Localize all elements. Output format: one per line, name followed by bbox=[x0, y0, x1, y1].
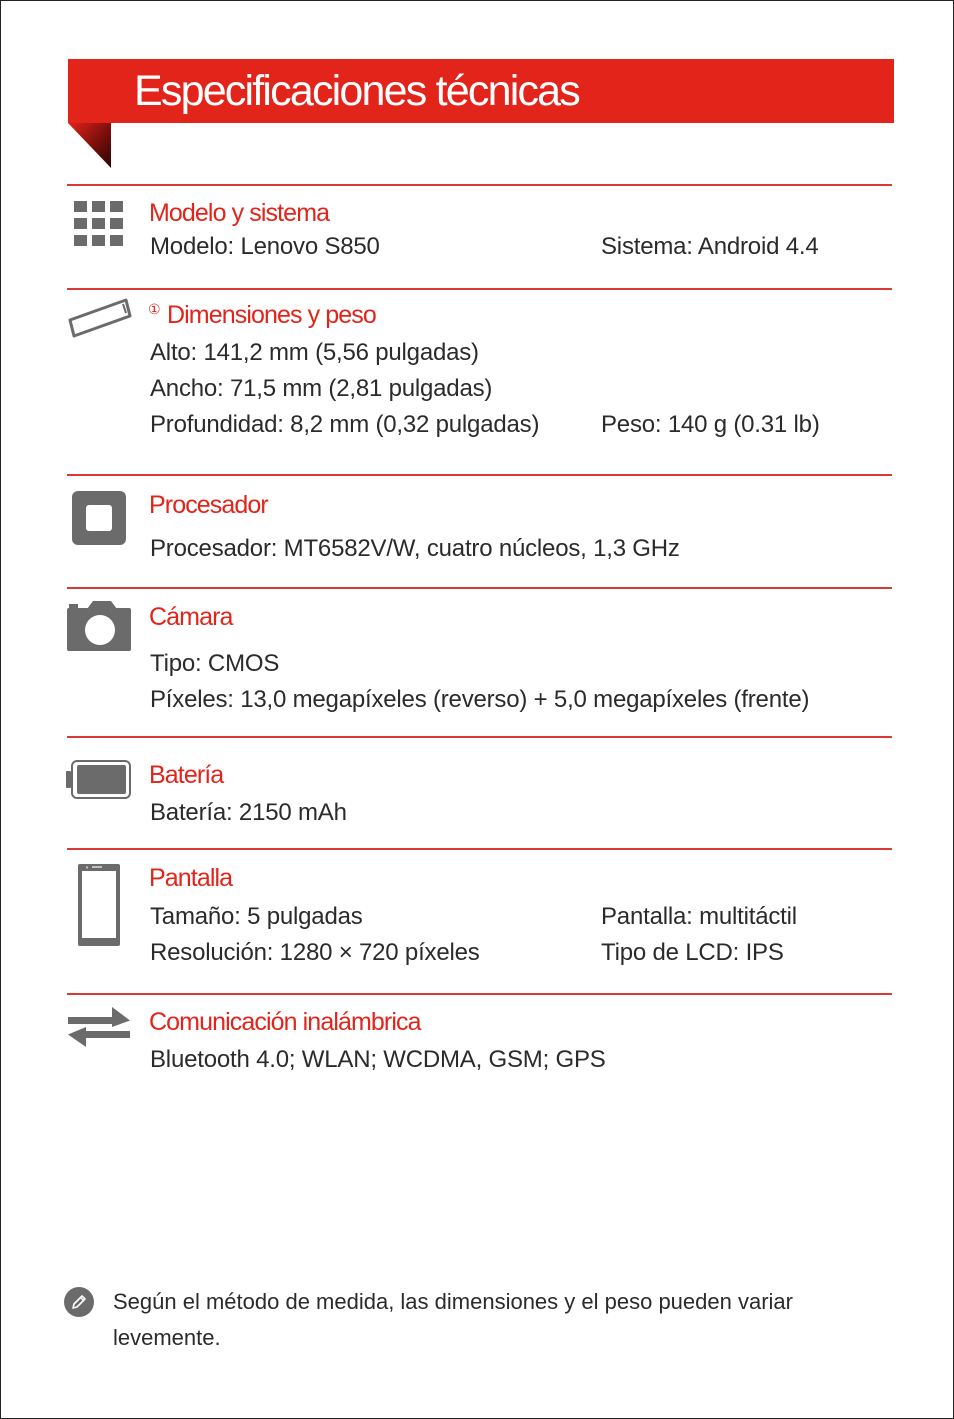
section-title-processor: Procesador bbox=[149, 491, 268, 519]
spec-battery: Batería: 2150 mAh bbox=[150, 799, 347, 826]
phone-outline-icon bbox=[66, 296, 132, 342]
spec-camera-pixels: Píxeles: 13,0 megapíxeles (reverso) + 5,0 megapíxeles (frente) bbox=[150, 686, 810, 713]
chip-icon bbox=[72, 491, 126, 545]
section-title-display: Pantalla bbox=[149, 864, 233, 892]
section-divider bbox=[67, 288, 892, 290]
spec-display-screen: Pantalla: multitáctil bbox=[601, 903, 797, 930]
pencil-icon bbox=[64, 1287, 94, 1317]
battery-icon bbox=[66, 760, 132, 799]
footnote-text: Según el método de medida, las dimensiones y el peso pueden variar levemente. bbox=[113, 1289, 793, 1350]
section-title-wireless: Comunicación inalámbrica bbox=[149, 1008, 421, 1036]
spec-depth: Profundidad: 8,2 mm (0,32 pulgadas) bbox=[150, 411, 540, 438]
spec-system: Sistema: Android 4.4 bbox=[601, 233, 819, 260]
spec-display-lcd: Tipo de LCD: IPS bbox=[601, 939, 784, 966]
spec-camera-type: Tipo: CMOS bbox=[150, 650, 280, 677]
spec-wireless: Bluetooth 4.0; WLAN; WCDMA, GSM; GPS bbox=[150, 1046, 606, 1073]
banner-fold bbox=[68, 123, 111, 168]
page-title: Especificaciones técnicas bbox=[134, 67, 579, 115]
section-divider bbox=[67, 587, 892, 589]
spec-height: Alto: 141,2 mm (5,56 pulgadas) bbox=[150, 339, 479, 366]
section-title-dimensions: Dimensiones y peso bbox=[167, 301, 376, 329]
section-divider bbox=[67, 736, 892, 738]
grid-icon bbox=[74, 201, 124, 247]
spec-display-size: Tamaño: 5 pulgadas bbox=[150, 903, 363, 930]
phone-icon bbox=[78, 864, 120, 946]
section-divider bbox=[67, 848, 892, 850]
camera-icon bbox=[67, 601, 131, 651]
section-title-battery: Batería bbox=[149, 761, 224, 789]
section-divider bbox=[67, 474, 892, 476]
section-title-model: Modelo y sistema bbox=[149, 199, 330, 227]
spec-width: Ancho: 71,5 mm (2,81 pulgadas) bbox=[150, 375, 493, 402]
section-title-camera: Cámara bbox=[149, 603, 233, 631]
footnote-marker: ① bbox=[148, 301, 161, 317]
spec-weight: Peso: 140 g (0.31 lb) bbox=[601, 411, 820, 438]
spec-processor: Procesador: MT6582V/W, cuatro núcleos, 1,3 GHz bbox=[150, 535, 680, 562]
spec-display-resolution: Resolución: 1280 × 720 píxeles bbox=[150, 939, 480, 966]
spec-model: Modelo: Lenovo S850 bbox=[150, 233, 380, 260]
section-divider bbox=[67, 184, 892, 186]
transfer-arrows-icon bbox=[68, 1007, 130, 1047]
section-divider bbox=[67, 993, 892, 995]
